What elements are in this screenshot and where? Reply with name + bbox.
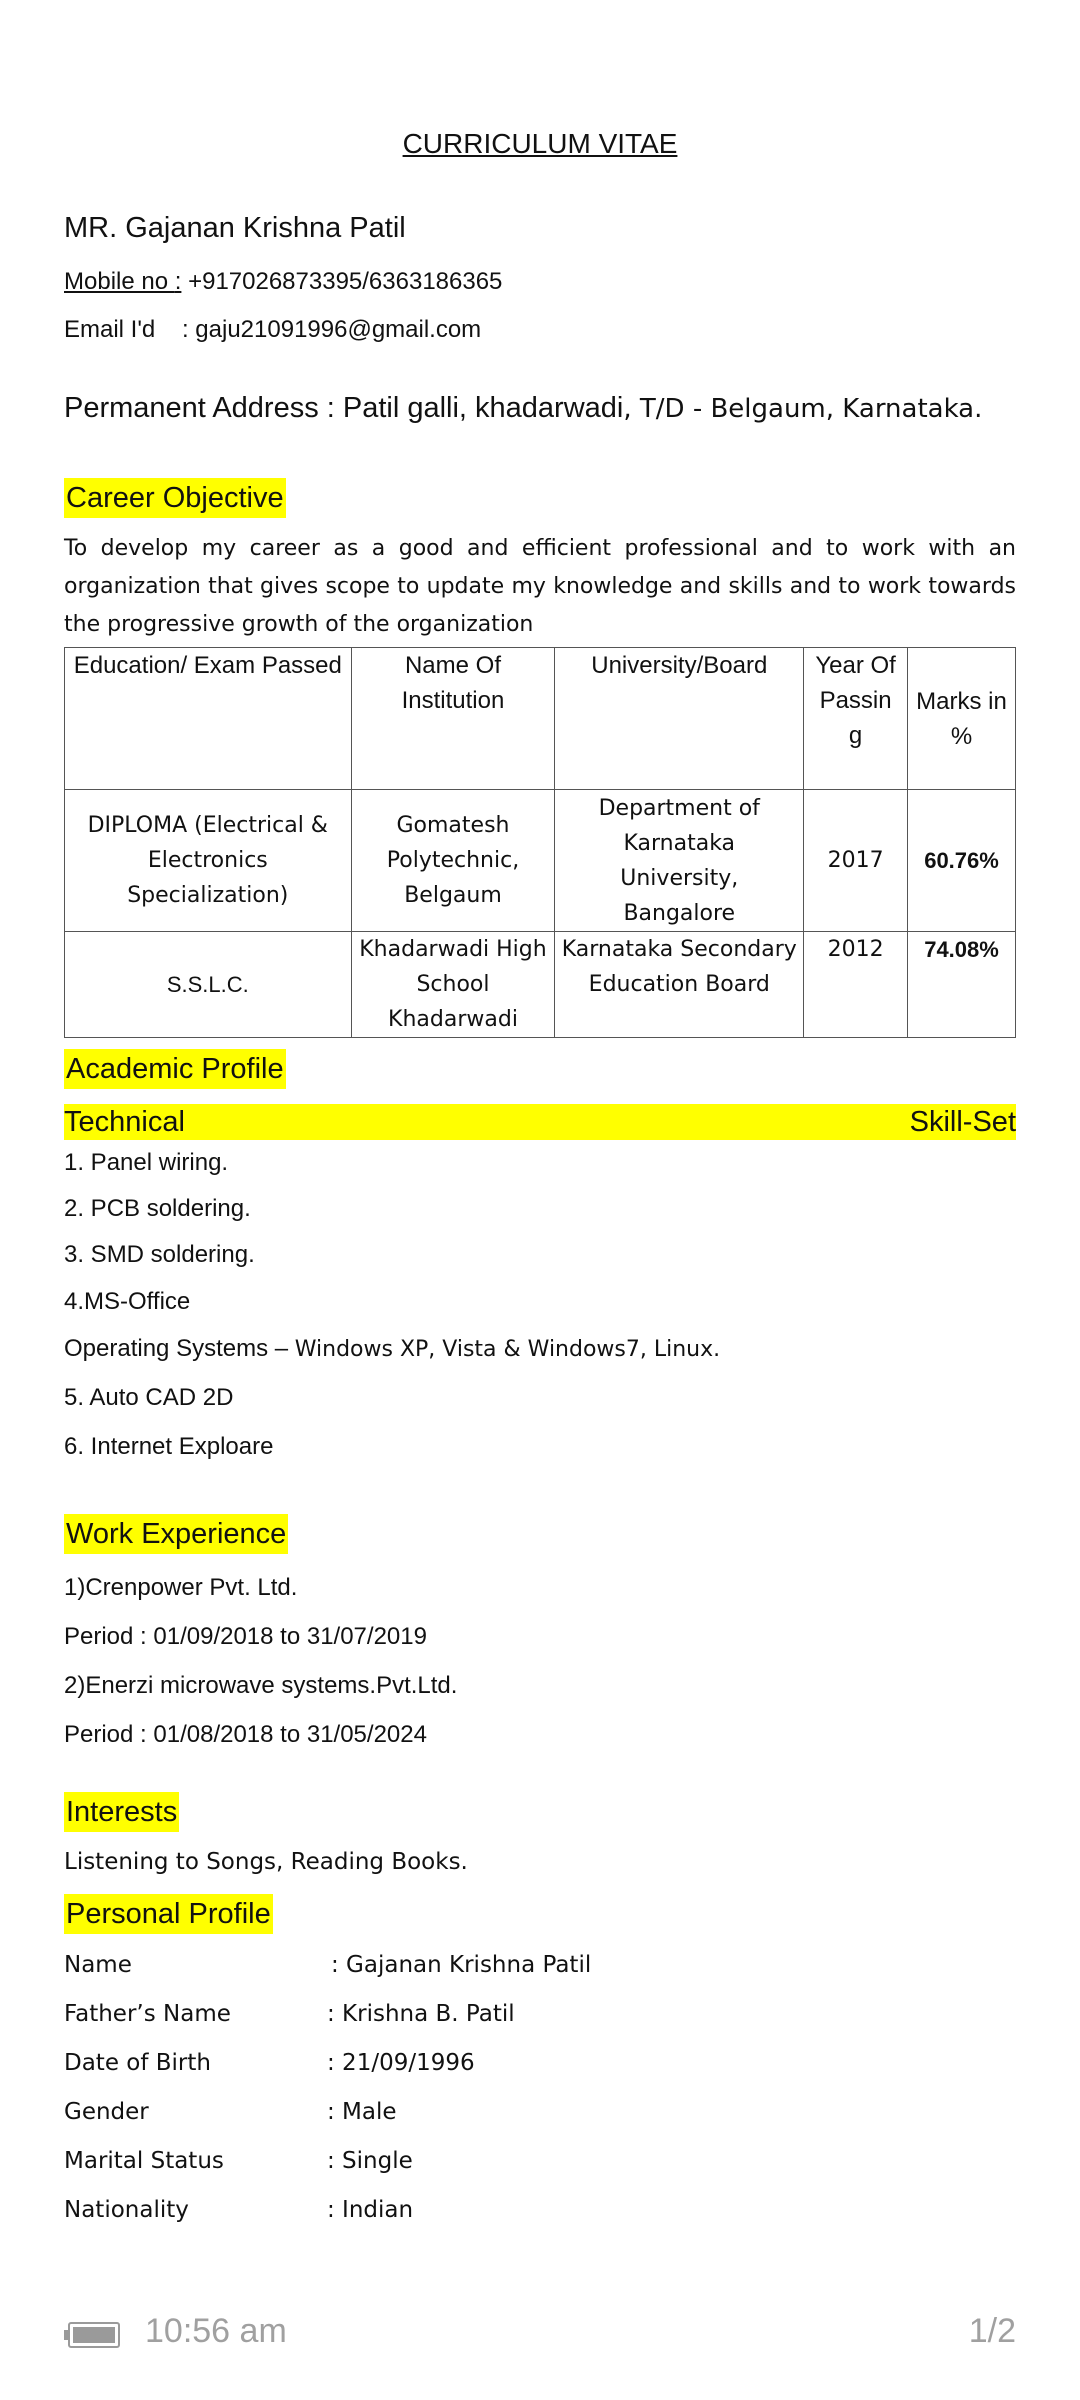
career-objective-text: To develop my career as a good and efficient professional and to work with an organization that gives scope to update my knowledge and skills and to work towards the progressive growth of the organization [64,536,1016,637]
work-line: 2)Enerzi microwave systems.Pvt.Ltd. [64,1672,458,1699]
personal-label: Date of Birth [64,2050,211,2076]
personal-label: Marital Status [64,2148,224,2174]
col-header-institution: Name Of Institution [351,648,555,790]
personal-label: Gender [64,2099,149,2125]
cell-exam: S.S.L.C. [65,932,352,1038]
band-right-label: Skill-Set [909,1106,1016,1138]
email-value: gaju21091996@gmail.com [195,316,482,343]
operating-systems-line [64,1335,720,1363]
work-line: Period : 01/08/2018 to 31/05/2024 [64,1721,427,1748]
band-left-label: Technical [64,1106,185,1138]
personal-value: : Indian [327,2197,414,2223]
mobile-value: +917026873395/6363186365 [181,268,503,295]
page-indicator: 1/2 [968,2312,1016,2350]
personal-value: : Male [327,2099,397,2125]
personal-label: Name [64,1952,132,1978]
interests-heading: Interests [64,1792,179,1832]
address-label: Permanent Address : Patil galli, khadarwadi [64,392,624,424]
skill-item: 4.MS-Office [64,1288,191,1315]
col-header-marks: Marks in % [908,648,1016,790]
mobile-line [64,268,502,296]
cell-exam: DIPLOMA (Electrical & Electronics Specialization) [65,790,352,932]
email-label: Email I'd : [64,316,196,343]
skill-item: 1. Panel wiring. [64,1149,229,1176]
address-line [64,392,982,425]
skill-item: 6. Internet Exploare [64,1433,274,1460]
address-rest: , T/D - Belgaum, Karnataka. [623,394,983,424]
mobile-label: Mobile no [64,268,175,295]
viewer-status-bar [0,2304,1080,2364]
table-header-row [65,648,1016,790]
os-label: Operating Systems – [64,1335,295,1362]
personal-value: : Gajanan Krishna Patil [331,1952,592,1978]
clock-time: 10:56 am [145,2312,287,2350]
work-line: 1)Crenpower Pvt. Ltd. [64,1574,298,1601]
cell-institution: Gomatesh Polytechnic, Belgaum [351,790,555,932]
personal-label: Nationality [64,2197,189,2223]
cell-university: Karnataka Secondary Education Board [555,932,804,1038]
cell-year: 2017 [804,790,908,932]
cell-marks: 74.08% [908,932,1016,1038]
technical-skillset-band [64,1104,1016,1140]
interests-text: Listening to Songs, Reading Books. [64,1849,468,1875]
cell-university: Department of Karnataka University, Bangalore [555,790,804,932]
col-header-university: University/Board [555,648,804,790]
skill-item: 5. Auto CAD 2D [64,1384,234,1411]
os-value: Windows XP, Vista & Windows7, Linux. [294,1337,721,1362]
personal-value: : Single [327,2148,413,2174]
personal-profile-heading: Personal Profile [64,1894,273,1934]
academic-profile-heading: Academic Profile [64,1049,286,1089]
col-header-exam: Education/ Exam Passed [65,648,352,790]
work-experience-heading: Work Experience [64,1514,288,1554]
cell-institution: Khadarwadi High School Khadarwadi [351,932,555,1038]
education-table [64,647,1016,1038]
mobile-sep: : [174,268,182,295]
candidate-name: MR. Gajanan Krishna Patil [64,212,406,244]
career-objective-heading: Career Objective [64,478,286,518]
document-title: CURRICULUM VITAE [402,128,678,159]
cell-year: 2012 [804,932,908,1038]
skill-item: 3. SMD soldering. [64,1241,255,1268]
skill-item: 2. PCB soldering. [64,1195,251,1222]
table-row [65,932,1016,1038]
col-header-year: Year Of Passin g [804,648,908,790]
personal-value: : Krishna B. Patil [327,2001,515,2027]
personal-value: : 21/09/1996 [327,2050,475,2076]
cell-marks: 60.76% [908,790,1016,932]
personal-label: Father’s Name [64,2001,231,2027]
battery-icon [64,2322,120,2348]
email-line [64,316,481,344]
work-line: Period : 01/09/2018 to 31/07/2019 [64,1623,427,1650]
table-row [65,790,1016,932]
